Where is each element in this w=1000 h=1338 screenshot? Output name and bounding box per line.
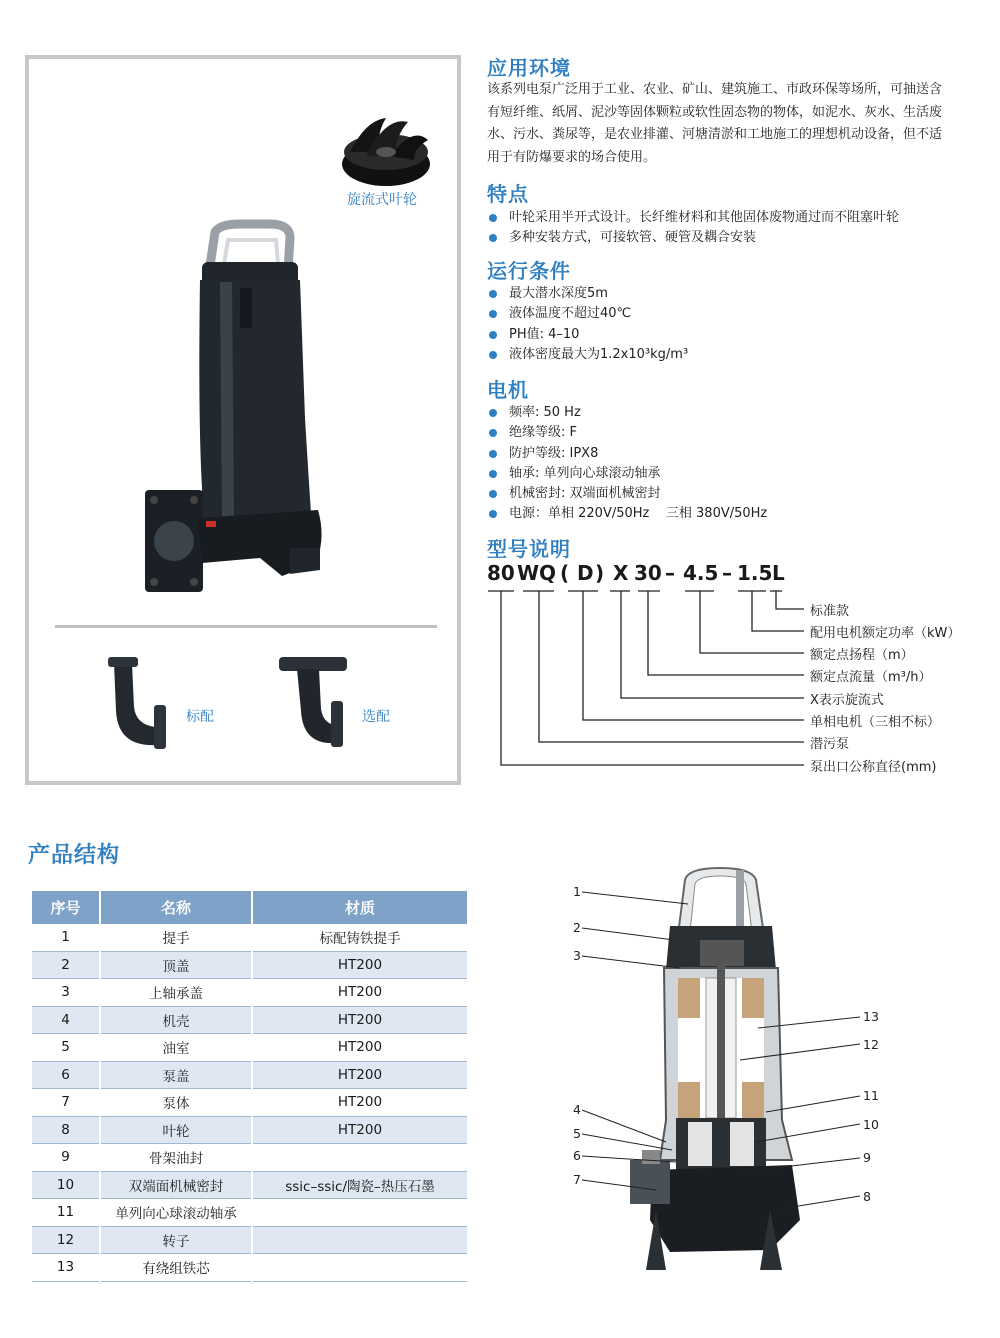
table-row: 11 单列向心球滚动轴承 xyxy=(32,1199,467,1227)
callout-number: 7 xyxy=(573,1172,581,1187)
callout-number: 8 xyxy=(863,1189,871,1204)
model-label: 潜污泵 xyxy=(810,737,850,752)
model-part: 30 xyxy=(634,561,662,585)
structure-title: 产品结构 xyxy=(28,843,121,868)
list-item: 机械密封: 双端面机械密封 xyxy=(487,484,767,504)
table-row: 13 有绕组铁芯 xyxy=(32,1254,467,1282)
bullet-icon xyxy=(489,214,497,222)
bullet-icon xyxy=(489,510,497,518)
list-item: 电源：单相 220V/50Hz 三相 380V/50Hz xyxy=(487,504,767,524)
application-line: 水、污水、粪尿等，是农业排灌、河塘清淤和工地施工的理想机动设备，但不适 xyxy=(487,127,943,142)
standard-elbow-image xyxy=(104,655,174,750)
conditions-title: 运行条件 xyxy=(487,259,571,283)
application-text xyxy=(487,79,1000,169)
column-header: 序号 xyxy=(32,891,100,924)
callout-number: 9 xyxy=(863,1150,871,1165)
bullet-icon xyxy=(489,490,497,498)
table-header-row xyxy=(32,891,467,924)
table-row: 1 提手 标配铸铁提手 xyxy=(32,924,467,951)
column-header: 名称 xyxy=(100,891,252,924)
model-part: L xyxy=(772,561,785,585)
model-part: 1.5 xyxy=(737,561,773,585)
bullet-icon xyxy=(489,351,497,359)
features-title: 特点 xyxy=(487,182,529,206)
motor-list xyxy=(487,403,767,525)
table-row: 10 双端面机械密封 ssic–ssic/陶瓷–热压石墨 xyxy=(32,1171,467,1199)
model-title: 型号说明 xyxy=(487,537,571,561)
callout-number: 10 xyxy=(863,1117,879,1132)
callout-number: 4 xyxy=(573,1102,581,1117)
model-part: WQ xyxy=(517,561,557,585)
list-item: 频率: 50 Hz xyxy=(487,403,767,423)
list-item: 最大潜水深度5m xyxy=(487,284,688,304)
table-row: 4 机壳 HT200 xyxy=(32,1006,467,1034)
model-label: 额定点扬程（m） xyxy=(810,648,914,663)
list-item: 液体密度最大为1.2x10³kg/m³ xyxy=(487,345,688,365)
model-part: ( xyxy=(560,561,570,585)
application-title: 应用环境 xyxy=(487,56,571,80)
table-row: 6 泵盖 HT200 xyxy=(32,1061,467,1089)
list-item: PH值: 4–10 xyxy=(487,325,688,345)
model-part: – xyxy=(722,561,732,585)
model-part: D xyxy=(577,561,594,585)
application-line: 该系列电泵广泛用于工业、农业、矿山、建筑施工、市政环保等场所，可抽送含 xyxy=(487,82,943,97)
conditions-list xyxy=(487,284,688,365)
table-row: 2 顶盖 HT200 xyxy=(32,951,467,979)
application-line: 用于有防爆要求的场合使用。 xyxy=(487,149,657,165)
list-item: 轴承: 单列向心球滚动轴承 xyxy=(487,464,767,484)
callout-number: 11 xyxy=(863,1088,879,1103)
application-line: 有短纤维、纸屑、泥沙等固体颗粒或软性固态物的物体，如泥水、灰水、生活废 xyxy=(487,104,943,120)
model-label: 单相电机（三相不标） xyxy=(810,715,941,730)
list-item: 防护等级: IPX8 xyxy=(487,444,767,464)
model-label: 泵出口公称直径(mm) xyxy=(810,760,937,775)
bullet-icon xyxy=(489,310,497,318)
model-leader-lines xyxy=(480,585,810,770)
table-row: 7 泵体 HT200 xyxy=(32,1089,467,1117)
table-row: 12 转子 xyxy=(32,1226,467,1254)
table-row: 9 骨架油封 xyxy=(32,1144,467,1172)
impeller-image xyxy=(336,112,436,190)
list-item: 多种安装方式，可接软管、硬管及耦合安装 xyxy=(487,228,899,248)
callout-number: 2 xyxy=(573,920,581,935)
cutaway-diagram xyxy=(560,860,890,1275)
callout-number: 5 xyxy=(573,1126,581,1141)
table-row: 8 叶轮 HT200 xyxy=(32,1116,467,1144)
pump-image xyxy=(140,218,335,603)
optional-elbow-image xyxy=(275,655,355,750)
callout-number: 3 xyxy=(573,948,581,963)
bullet-icon xyxy=(489,450,497,458)
model-part: – xyxy=(665,561,675,585)
list-item: 叶轮采用半开式设计。长纤维材料和其他固体废物通过而不阻塞叶轮 xyxy=(487,208,899,228)
motor-title: 电机 xyxy=(487,378,529,402)
model-label: X表示旋流式 xyxy=(810,693,884,708)
bullet-icon xyxy=(489,290,497,298)
list-item: 液体温度不超过40℃ xyxy=(487,304,688,324)
column-header: 材质 xyxy=(252,891,467,924)
callout-number: 6 xyxy=(573,1148,581,1163)
bullet-icon xyxy=(489,234,497,242)
model-part: X xyxy=(613,561,629,585)
model-label: 标准款 xyxy=(810,604,850,619)
model-part: 4.5 xyxy=(683,561,719,585)
structure-table xyxy=(32,891,467,1282)
table-row: 5 油室 HT200 xyxy=(32,1034,467,1062)
bullet-icon xyxy=(489,409,497,417)
standard-caption: 标配 xyxy=(186,709,214,725)
model-label: 配用电机额定功率（kW） xyxy=(810,626,961,641)
bullet-icon xyxy=(489,331,497,339)
callout-number: 12 xyxy=(863,1037,879,1052)
callout-number: 13 xyxy=(863,1009,879,1024)
impeller-caption: 旋流式叶轮 xyxy=(347,192,417,208)
callout-number: 1 xyxy=(573,884,581,899)
model-label: 额定点流量（m³/h） xyxy=(810,670,932,685)
frame-divider xyxy=(55,625,437,628)
table-row: 3 上轴承盖 HT200 xyxy=(32,979,467,1007)
model-part: 80 xyxy=(487,561,515,585)
list-item: 绝缘等级: F xyxy=(487,423,767,443)
bullet-icon xyxy=(489,429,497,437)
optional-caption: 选配 xyxy=(362,709,390,725)
features-list xyxy=(487,208,899,249)
bullet-icon xyxy=(489,470,497,478)
model-part: ) xyxy=(595,561,605,585)
